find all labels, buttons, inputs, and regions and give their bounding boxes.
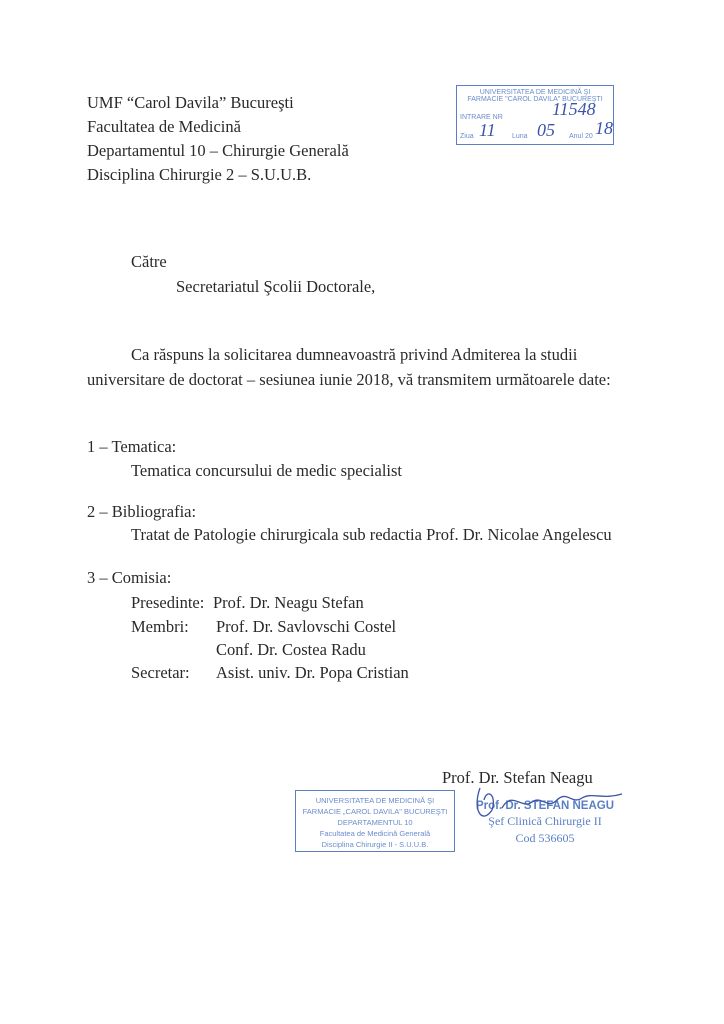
stamp-line: UNIVERSITATEA DE MEDICINĂ ŞI [315, 796, 435, 805]
tematica-text: Tematica concursului de medic specialist [131, 461, 402, 480]
stamp-line: Cod 536605 [515, 831, 575, 845]
signatory-name: Prof. Dr. Stefan Neagu [442, 768, 593, 787]
section-title-tematica: 1 – Tematica: [87, 437, 177, 456]
header-department: Departamentul 10 – Chirurgie Generală [87, 141, 349, 160]
stamp-month: 05 [537, 120, 555, 140]
header-discipline: Disciplina Chirurgie 2 – S.U.U.B. [87, 165, 312, 184]
addressee-recipient: Secretariatul Şcolii Doctorale, [176, 277, 376, 296]
stamp-line: Disciplina Chirurgie II - S.U.U.B. [321, 840, 429, 849]
stamp-line: FARMACIE „CAROL DAVILA" BUCUREŞTI [302, 807, 448, 816]
stamp-label: Anul 20 [569, 133, 593, 140]
section-title-bibliografia: 2 – Bibliografia: [87, 502, 197, 521]
registration-number: 11548 [552, 99, 596, 119]
handwritten-signature [462, 780, 632, 840]
stamp-year: 18 [595, 118, 613, 138]
bibliografia-text: Tratat de Patologie chirurgicala sub redactia Prof. Dr. Nicolae Angelescu [131, 525, 612, 544]
membri-label: Membri: [131, 617, 189, 636]
addressee-to: Către [131, 252, 167, 271]
stamp-line: FARMACIE "CAROL DAVILA" BUCUREŞTI [467, 96, 603, 103]
stamp-line: DEPARTAMENTUL 10 [337, 818, 413, 827]
stamp-label: INTRARE NR [460, 114, 503, 121]
secretar-name: Asist. univ. Dr. Popa Cristian [216, 663, 409, 682]
stamp-line: Şef Clinică Chirurgie II [488, 814, 602, 828]
department-stamp [295, 790, 455, 852]
section-title-comisia: 3 – Comisia: [87, 568, 172, 587]
stamp-line: UNIVERSITATEA DE MEDICINĂ ŞI [479, 89, 591, 96]
stamp-label: Ziua [460, 133, 474, 140]
body-line: Ca răspuns la solicitarea dumneavoastră privind Admiterea la studii [131, 345, 578, 364]
header-university: UMF “Carol Davila” Bucureşti [87, 93, 294, 112]
stamp-line: Facultatea de Medicină Generală [319, 829, 431, 838]
body-line: universitare de doctorat – sesiunea iunie 2018, vă transmitem următoarele date: [87, 370, 611, 389]
stamp-day: 11 [479, 120, 496, 140]
registration-stamp [456, 85, 614, 145]
membru-name: Conf. Dr. Costea Radu [216, 640, 366, 659]
presedinte-label: Presedinte: [131, 593, 205, 612]
presedinte-name: Prof. Dr. Neagu Stefan [213, 593, 364, 612]
membru-name: Prof. Dr. Savlovschi Costel [216, 617, 397, 636]
stamp-label: Luna [512, 133, 528, 140]
secretar-label: Secretar: [131, 663, 190, 682]
stamp-line: Prof. Dr. STEFAN NEAGU [475, 800, 615, 812]
header-faculty: Facultatea de Medicină [87, 117, 241, 136]
